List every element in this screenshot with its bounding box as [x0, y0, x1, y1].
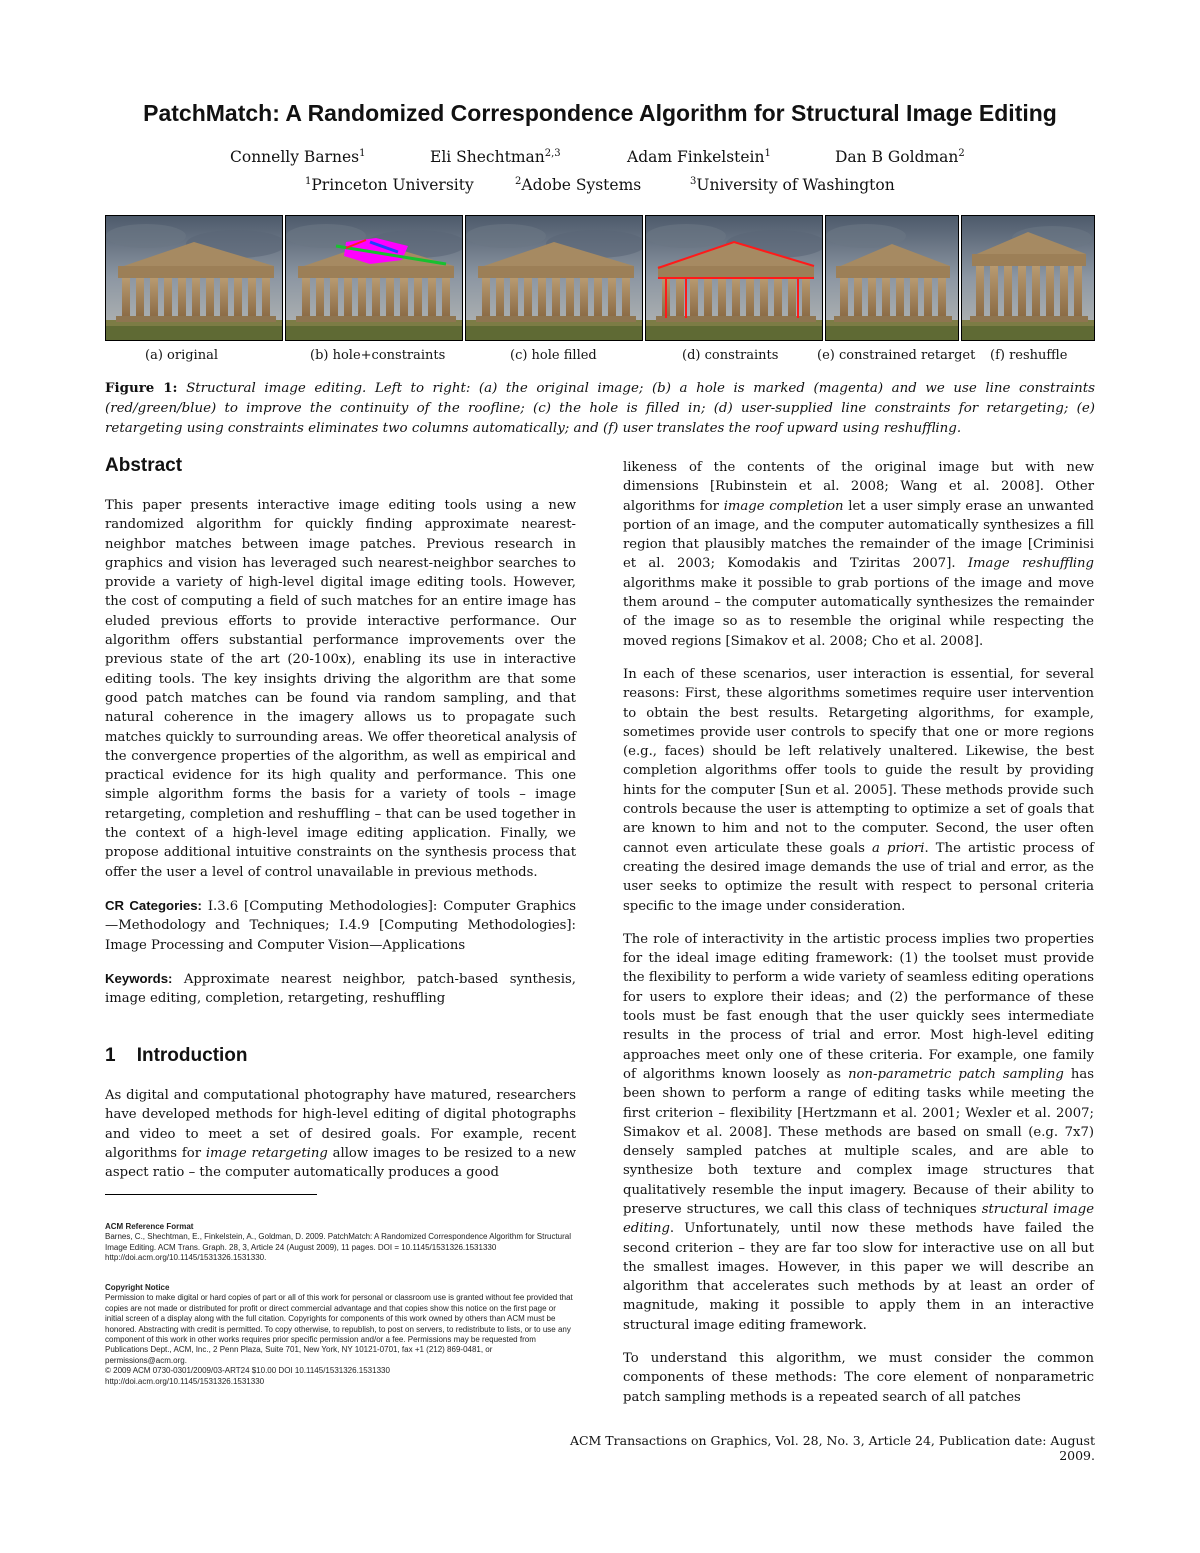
- subcaption-a: (a) original: [145, 348, 218, 363]
- keywords: Keywords: Approximate nearest neighbor, patch-based synthesis, image editing, completion, retargeting, reshuffling: [105, 970, 576, 1007]
- figure-panel-constraints: [645, 215, 823, 341]
- footnote-rule: [105, 1194, 317, 1195]
- figure-panel-hole-filled: [465, 215, 643, 341]
- figure-panel-constrained-retarget: [825, 215, 959, 341]
- affiliation-2: $^2$Adobe Systems: [515, 175, 642, 194]
- cr-categories: CR Categories: I.3.6 [Computing Methodologies]: Computer Graphics—Methodology and Techniques; I.4.9 [Computing Methodologies]: Image Processing and Computer Vision—Applications: [105, 897, 576, 953]
- intro-text: As digital and computational photography have matured, researchers have developed methods for high-level editing of digital photographs and video to meet a set of desired goals. For example, recent algorithms for image retargeting allow images to be resized to a new aspect ratio – the computer automatically produces a good: [105, 1088, 577, 1181]
- subcaption-f: (f) reshuffle: [990, 348, 1068, 363]
- author-1: Connelly Barnes$^1$: [230, 147, 366, 166]
- right-paragraph-4: To understand this algorithm, we must consider the common components of these methods: The core element of nonparametric patch sampling methods is a repeated search of all patches: [623, 1351, 1094, 1405]
- subcaption-e: (e) constrained retarget: [817, 348, 976, 363]
- author-2: Eli Shechtman$^{2,3}$: [430, 147, 561, 166]
- figure-panel-original: [105, 215, 283, 341]
- abstract-text: This paper presents interactive image editing tools using a new randomized algorithm for quickly finding approximate nearest-neighbor matches between image patches. Previous research in graphics and vision has leveraged such nearest-neighbor searches to provide a variety of high-level digital image editing tools. However, the cost of computing a field of such matches for an entire image has eluded previous efforts to provide interactive performance. Our algorithm offers substantial performance improvements over the previous state of the art (20-100x), enabling its use in interactive editing tools. The key insights driving the algorithm are that some good patch matches can be found via random sampling, and that natural coherence in the imagery allows us to propagate such matches quickly to surrounding areas. We offer theoretical analysis of the convergence properties of the algorithm, as well as empirical and practical evidence for its high quality and performance. This one simple algorithm forms the basis for a variety of tools – image retargeting, completion and reshuffling – that can be used together in the context of a high-level image editing application. Finally, we propose additional intuitive constraints on the synthesis process that offer the user a level of control unavailable in previous methods.: [105, 498, 576, 880]
- left-column: [105, 496, 576, 1022]
- intro-heading: 1 Introduction: [105, 1045, 248, 1066]
- subcaption-c: (c) hole filled: [510, 348, 597, 363]
- page-footer: ACM Transactions on Graphics, Vol. 28, No. 3, Article 24, Publication date: August 2009.: [569, 1433, 1095, 1463]
- right-column: [623, 458, 1094, 1421]
- figure-panel-reshuffle: [961, 215, 1095, 341]
- footnote-copyright: Copyright Notice Permission to make digital or hard copies of part or all of this work for personal or classroom use is granted without fee provided that copies are not made or distributed for profit or direct commercial advantage and that copies show this notice on the first page or initial screen of a display along with the full citation. Copyrights for components of this work owned by others than ACM must be honored. Abstracting with credit is permitted. To copy otherwise, to republish, to post on servers, to redistribute to lists, or to use any component of this work in other works requires prior specific permission and/or a fee. Permissions may be requested from Publications Dept., ACM, Inc., 2 Penn Plaza, Suite 701, New York, NY 10121-0701, fax +1 (212) 869-0481, or permissions@acm.org. © 2009 ACM 0730-0301/2009/03-ART24 $10.00 DOI 10.1145/1531326.1531330 http://doi.acm.org/10.1145/1531326.1531330: [105, 1283, 573, 1386]
- figure-label: Figure 1:: [105, 380, 178, 396]
- right-paragraph-2: In each of these scenarios, user interaction is essential, for several reasons: First, these algorithms sometimes require user intervention to obtain the best results. Retargeting algorithms, for example, sometimes provide user controls to specify that one or more regions (e.g., faces) should be left relatively unaltered. Likewise, the best completion algorithms offer tools to guide the result by providing hints for the computer [Sun et al. 2005]. These methods provide such controls because the user is attempting to optimize a set of goals that are known to him and not to the computer. Second, the user often cannot even articulate these goals a priori. The artistic process of creating the desired image demands the use of trial and error, as the user seeks to optimize the result with respect to personal criteria specific to the image under consideration.: [623, 666, 1094, 914]
- right-paragraph-1: likeness of the contents of the original image but with new dimensions [Rubinstein et al. 2008; Wang et al. 2008]. Other algorithms for image completion let a user simply erase an unwanted portion of an image, and the computer automatically synthesizes a fill region that plausibly matches the remainder of the image [Criminisi et al. 2003; Komodakis and Tziritas 2007]. Image reshuffling algorithms make it possible to grab portions of the image and move them around – the computer automatically synthesizes the remainder of the image so as to resemble the original while respecting the moved regions [Simakov et al. 2008; Cho et al. 2008].: [623, 460, 1094, 649]
- figure-panel-hole-constraints: [285, 215, 463, 341]
- author-3: Adam Finkelstein$^1$: [627, 147, 771, 166]
- abstract-heading: Abstract: [105, 455, 183, 476]
- affiliation-3: $^3$University of Washington: [690, 175, 895, 194]
- subcaption-d: (d) constraints: [682, 348, 779, 363]
- paper-title: PatchMatch: A Randomized Correspondence Algorithm for Structural Image Editing: [143, 100, 1057, 126]
- affiliation-1: $^1$Princeton University: [305, 175, 474, 194]
- subcaption-b: (b) hole+constraints: [310, 348, 446, 363]
- figure-caption: [105, 378, 1095, 439]
- footnote-reference: ACM Reference Format Barnes, C., Shechtman, E., Finkelstein, A., Goldman, D. 2009. PatchMatch: A Randomized Correspondence Algorithm for Structural Image Editing. ACM Trans. Graph. 28, 3, Article 24 (August 2009), 11 pages. DOI = 10.1145/1531326.1531330 http://doi.acm.org/10.1145/1531326.1531330.: [105, 1222, 572, 1263]
- right-paragraph-3: The role of interactivity in the artistic process implies two properties for the ideal image editing framework: (1) the toolset must provide the flexibility to perform a wide variety of seamless editing operations for users to explore their ideas; and (2) the performance of these tools must be fast enough that the user quickly sees intermediate results in the process of trial and error. Most high-level editing approaches meet only one of these criteria. For example, one family of algorithms known loosely as non-parametric patch sampling has been shown to perform a range of editing tasks while meeting the first criterion – flexibility [Hertzmann et al. 2001; Wexler et al. 2007; Simakov et al. 2008]. These methods are based on small (e.g. 7x7) densely sampled patches at multiple scales, and are able to synthesize both texture and complex image structures that qualitatively resemble the input imagery. Because of their ability to preserve structures, we call this class of techniques structural image editing. Unfortunately, until now these methods have failed the second criterion – they are far too slow for interactive use on all but the smallest images. However, in this paper we will describe an algorithm that accelerates such methods by at least an order of magnitude, making it possible to apply them in an interactive structural image editing framework.: [623, 931, 1095, 1333]
- author-4: Dan B Goldman$^2$: [835, 147, 965, 166]
- figure-caption-text: Structural image editing. Left to right: (a) the original image; (b) a hole is marked (magenta) and we use line constraints (red/green/blue) to improve the continuity of the roofline; (c) the hole is filled in; (d) user-supplied line constraints for retargeting; (e) retargeting using constraints eliminates two columns automatically; and (f) user translates the roof upward using reshuffling.: [105, 381, 1095, 436]
